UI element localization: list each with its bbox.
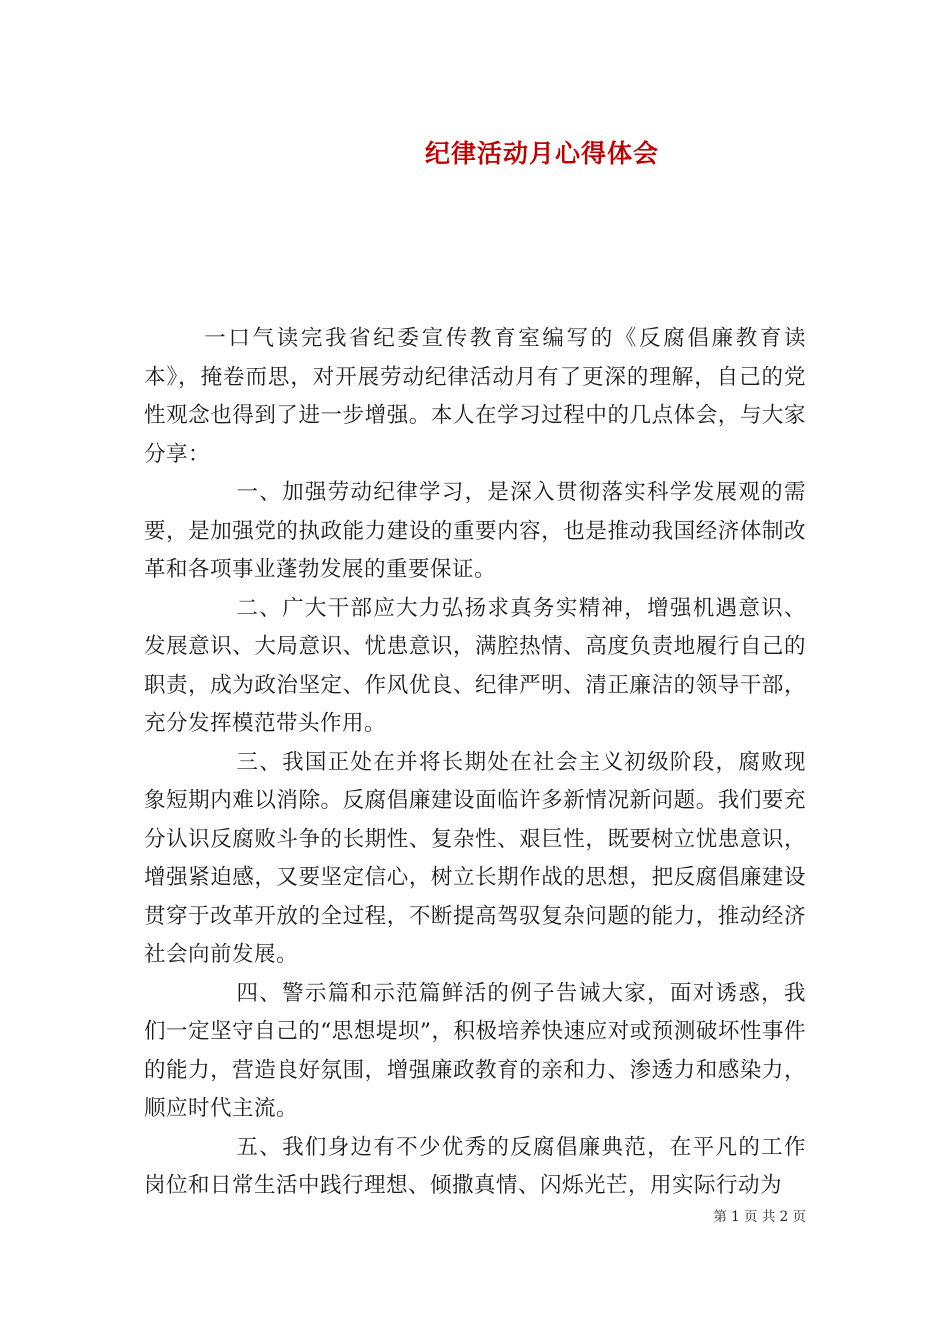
document-title: 纪律活动月心得体会 — [424, 139, 659, 168]
paragraph-intro: 一口气读完我省纪委宣传教育室编写的《反腐倡廉教育读本》，掩卷而思，对开展劳动纪律活动月有了更深的理解，自己的党性观念也得到了进一步增强。本人在学习过程中的几点体会，与大家分享： — [144, 326, 806, 467]
page-number-footer: 第 1 页 共 2 页 — [713, 1209, 806, 1225]
paragraph-point-1: 一、加强劳动纪律学习，是深入贯彻落实科学发展观的需要，是加强党的执政能力建设的重要内容，也是推动我国经济体制改革和各项事业蓬勃发展的重要保证。 — [144, 480, 806, 582]
document-body — [144, 320, 806, 1206]
paragraph-point-2: 二、广大干部应大力弘扬求真务实精神，增强机遇意识、发展意识、大局意识、忧患意识，满腔热情、高度负责地履行自己的职责，成为政治坚定、作风优良、纪律严明、清正廉洁的领导干部，充分发挥模范带头作用。 — [144, 595, 806, 736]
paragraph-point-3: 三、我国正处在并将长期处在社会主义初级阶段，腐败现象短期内难以消除。反腐倡廉建设面临许多新情况新问题。我们要充分认识反腐败斗争的长期性、复杂性、艰巨性，既要树立忧患意识，增强紧迫感，又要坚定信心，树立长期作战的思想，把反腐倡廉建设贯穿于改革开放的全过程，不断提高驾驭复杂问题的能力，推动经济社会向前发展。 — [144, 749, 806, 967]
paragraph-point-4: 四、警示篇和示范篇鲜活的例子告诫大家，面对诱惑，我们一定坚守自己的“思想堤坝”，积极培养快速应对或预测破坏性事件的能力，营造良好氛围，增强廉政教育的亲和力、渗透力和感染力，顺应时代主流。 — [144, 980, 806, 1121]
paragraph-point-5: 五、我们身边有不少优秀的反腐倡廉典范，在平凡的工作岗位和日常生活中践行理想、倾撒真情、闪烁光芒，用实际行动为 — [144, 1134, 806, 1198]
